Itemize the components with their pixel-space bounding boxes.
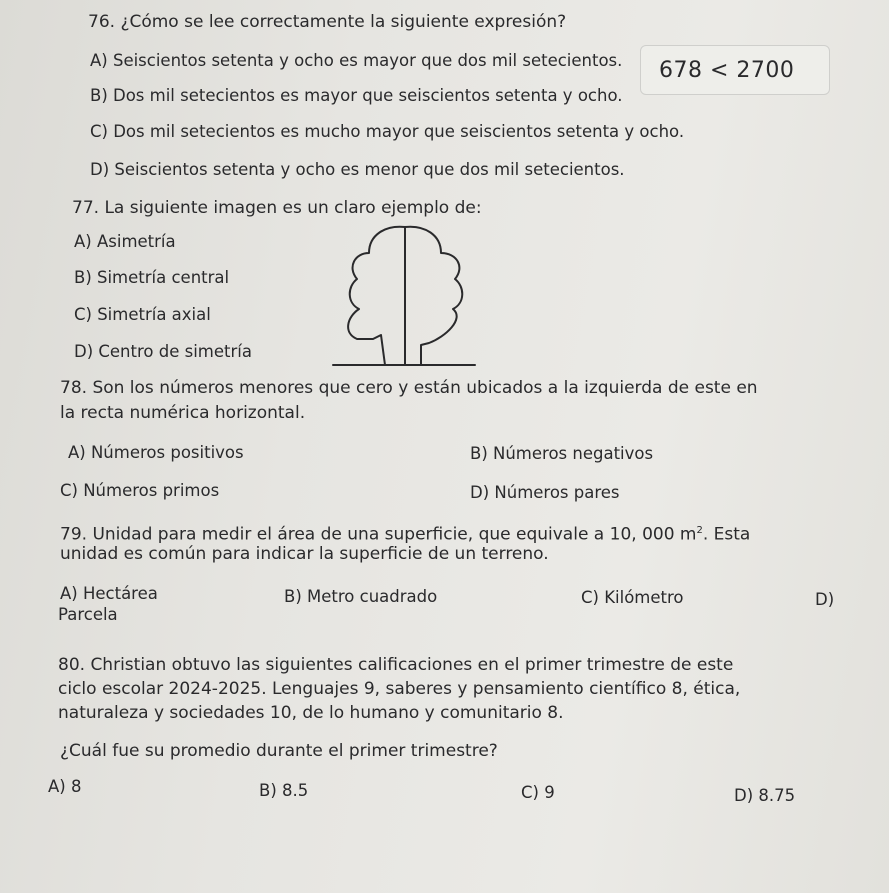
q76-option-c: C) Dos mil setecientos es mucho mayor que seiscientos setenta y ocho. xyxy=(90,122,685,141)
q80-option-d: D) 8.75 xyxy=(734,786,796,805)
q78-option-b: B) Números negativos xyxy=(470,444,654,463)
q79-text-b: . Esta xyxy=(702,524,751,545)
tree-right-outline xyxy=(405,227,462,365)
question-79-line2: unidad es común para indicar la superficie de un terreno. xyxy=(60,544,549,564)
q78-option-c: C) Números primos xyxy=(60,481,220,500)
question-80-line2: ciclo escolar 2024-2025. Lenguajes 9, saberes y pensamiento científico 8, ética, xyxy=(58,679,741,699)
q79-option-d-text: Parcela xyxy=(58,605,118,624)
q78-option-d: D) Números pares xyxy=(470,483,620,502)
q79-option-b: B) Metro cuadrado xyxy=(284,587,438,606)
expression-text: 678 < 2700 xyxy=(659,58,795,83)
question-78-line1: 78. Son los números menores que cero y están ubicados a la izquierda de este en xyxy=(60,378,758,398)
question-77: 77. La siguiente imagen es un claro ejemplo de: xyxy=(72,198,482,218)
question-80-prompt: ¿Cuál fue su promedio durante el primer trimestre? xyxy=(60,741,498,761)
q76-option-a: A) Seiscientos setenta y ocho es mayor que dos mil setecientos. xyxy=(90,51,623,70)
question-78-line2: la recta numérica horizontal. xyxy=(60,403,306,423)
tree-symmetry-figure xyxy=(325,215,490,373)
q80-option-a: A) 8 xyxy=(48,777,82,796)
question-80-line1: 80. Christian obtuvo las siguientes calificaciones en el primer trimestre de este xyxy=(58,655,734,675)
expression-box xyxy=(640,45,830,95)
question-76: 76. ¿Cómo se lee correctamente la siguiente expresión? xyxy=(88,12,567,32)
q79-option-c: C) Kilómetro xyxy=(581,588,684,607)
q77-option-d: D) Centro de simetría xyxy=(74,342,252,361)
tree-left-outline xyxy=(348,227,405,365)
q80-option-b: B) 8.5 xyxy=(259,781,309,800)
question-80-line3: naturaleza y sociedades 10, de lo humano y comunitario 8. xyxy=(58,703,564,723)
q79-superscript: 2 xyxy=(696,525,703,536)
q79-option-a: A) Hectárea xyxy=(60,584,158,603)
q76-option-d: D) Seiscientos setenta y ocho es menor que dos mil setecientos. xyxy=(90,160,625,179)
q79-text-a: 79. Unidad para medir el área de una superficie, que equivale a 10, 000 m xyxy=(60,524,697,545)
q79-option-d-letter: D) xyxy=(815,590,835,609)
q77-option-c: C) Simetría axial xyxy=(74,305,211,324)
q77-option-b: B) Simetría central xyxy=(74,268,230,287)
q80-option-c: C) 9 xyxy=(521,783,555,802)
q76-option-b: B) Dos mil setecientos es mayor que seiscientos setenta y ocho. xyxy=(90,86,623,105)
q78-option-a: A) Números positivos xyxy=(68,443,244,462)
question-79-line1 xyxy=(60,521,750,545)
q77-option-a: A) Asimetría xyxy=(74,232,176,251)
